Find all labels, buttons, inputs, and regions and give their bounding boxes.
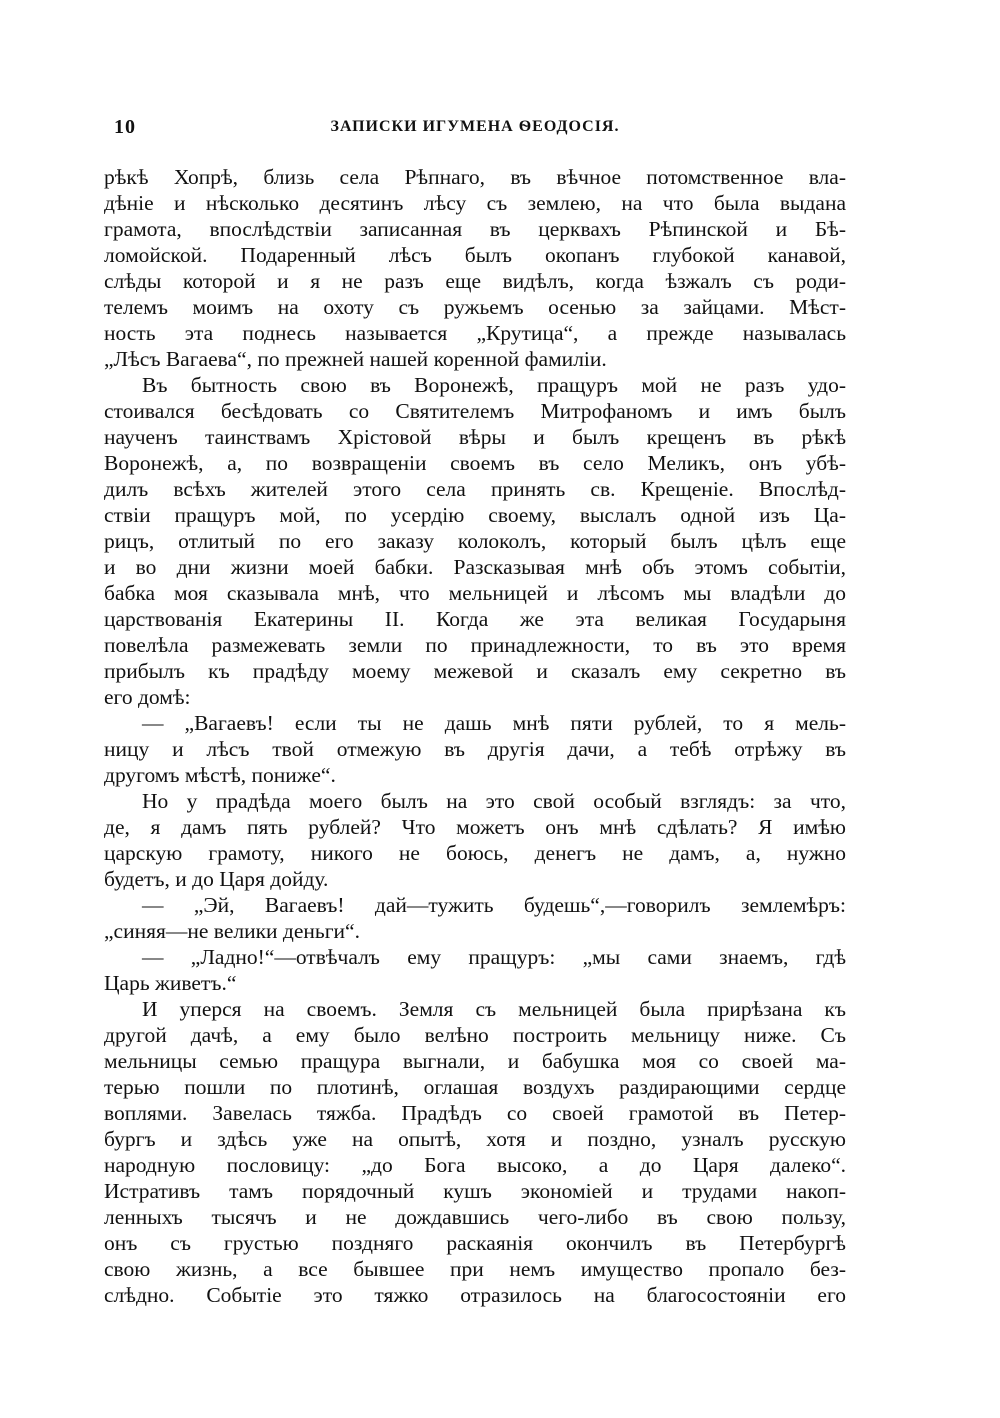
text-line: бабка моя сказывала мнѣ, что мельницей и лѣсомъ мы владѣли до: [104, 581, 846, 605]
text-line: слѣдно. Событіе это тяжко отразилось на благосостояніи его: [104, 1283, 846, 1307]
text-line: грамота, впослѣдствіи записанная въ церквахъ Рѣпинской и Бѣ-: [104, 217, 846, 241]
text-line: Истративъ тамъ порядочный кушъ экономіей и трудами накоп-: [104, 1179, 846, 1203]
text-line: „синяя—не велики деньги“.: [104, 919, 360, 943]
text-line: ницу и лѣсъ твой отмежую въ другія дачи, а тебѣ отрѣжу въ: [104, 737, 846, 761]
text-line: онъ съ грустью поздняго раскаянія окончилъ въ Петербургѣ: [104, 1231, 846, 1255]
running-title: ЗАПИСКИ ИГУМЕНА ѲЕОДОСІЯ.: [330, 118, 620, 135]
text-line: наученъ таинствамъ Хрістовой вѣры и былъ крещенъ въ рѣкѣ: [104, 425, 846, 449]
body-text: [104, 164, 846, 1308]
text-line: Царь живетъ.“: [104, 971, 237, 995]
text-line: де, я дамъ пять рублей? Что можетъ онъ мнѣ сдѣлать? Я имѣю: [104, 815, 846, 839]
text-line: мельницы семью пращура выгнали, и бабушка моя со своей ма-: [104, 1049, 846, 1073]
text-line: другой дачѣ, а ему было велѣно построить мельницу ниже. Съ: [104, 1023, 846, 1047]
text-line: стоивался бесѣдовать со Святителемъ Митрофаномъ и имъ былъ: [104, 399, 846, 423]
text-line: ленныхъ тысячъ и не дождавшись чего-либо въ свою пользу,: [104, 1205, 846, 1229]
text-line: Воронежѣ, а, по возвращеніи своемъ въ село Меликъ, онъ убѣ-: [104, 451, 846, 475]
text-line: царствованія Екатерины II. Когда же эта великая Государыня: [104, 607, 846, 631]
text-line: другомъ мѣстѣ, пониже“.: [104, 763, 336, 787]
text-line: телемъ моимъ на охоту съ ружьемъ осенью за зайцами. Мѣст-: [104, 295, 846, 319]
text-line: ность эта поднесь называется „Крутица“, а прежде называлась: [104, 321, 846, 345]
text-line: Но у прадѣда моего былъ на это свой особый взглядъ: за что,: [142, 789, 846, 813]
text-line: царскую грамоту, никого не боюсь, денегъ не дамъ, а, нужно: [104, 841, 846, 865]
text-line: свою жизнь, а все бывшее при немъ имущество пропало без-: [104, 1257, 846, 1281]
text-line: воплями. Завелась тяжба. Прадѣдъ со своей грамотой въ Петер-: [104, 1101, 846, 1125]
text-line: „Лѣсъ Вагаева“, по прежней нашей коренной фамиліи.: [104, 347, 607, 371]
text-line: — „Ладно!“—отвѣчалъ ему пращуръ: „мы сами знаемъ, гдѣ: [142, 945, 846, 969]
page-header: [104, 116, 846, 144]
text-line: и во дни жизни моей бабки. Разсказывая мнѣ объ этомъ событіи,: [104, 555, 846, 579]
page-number: 10: [114, 116, 136, 138]
text-line: дѣніе и нѣсколько десятинъ лѣсу съ землею, на что была выдана: [104, 191, 846, 215]
text-line: ломойской. Подаренный лѣсъ былъ окопанъ глубокой канавой,: [104, 243, 846, 267]
text-line: рѣкѣ Хопрѣ, близь села Рѣпнаго, въ вѣчное потомственное вла-: [104, 165, 846, 189]
text-line: — „Вагаевъ! если ты не дашь мнѣ пяти рублей, то я мель-: [142, 711, 846, 735]
text-line: И уперся на своемъ. Земля съ мельницей была прирѣзана къ: [142, 997, 846, 1021]
text-line: повелѣла размежевать земли по принадлежности, то въ это время: [104, 633, 846, 657]
text-line: дилъ всѣхъ жителей этого села принять св. Крещеніе. Впослѣд-: [104, 477, 846, 501]
text-line: Въ бытность свою въ Воронежѣ, пращуръ мой не разъ удо-: [142, 373, 846, 397]
text-line: терью пошли по плотинѣ, оглашая воздухъ раздирающими сердце: [104, 1075, 846, 1099]
text-line: народную пословицу: „до Бога высоко, а до Царя далеко“.: [104, 1153, 846, 1177]
text-line: — „Эй, Вагаевъ! дай—тужить будешь“,—говорилъ землемѣръ:: [142, 893, 846, 917]
text-line: рицъ, отлитый по его заказу колоколъ, который былъ цѣлъ еще: [104, 529, 846, 553]
text-line: его домѣ:: [104, 685, 191, 709]
text-line: будетъ, и до Царя дойду.: [104, 867, 329, 891]
text-line: ствіи пращуръ мой, по усердію своему, выслалъ одной изъ Ца-: [104, 503, 846, 527]
text-line: слѣды которой и я не разъ еще видѣлъ, когда ѣзжалъ съ роди-: [104, 269, 846, 293]
text-line: бургъ и здѣсь уже на опытѣ, хотя и поздно, узналъ русскую: [104, 1127, 846, 1151]
text-line: прибылъ къ прадѣду моему межевой и сказалъ ему секретно въ: [104, 659, 846, 683]
